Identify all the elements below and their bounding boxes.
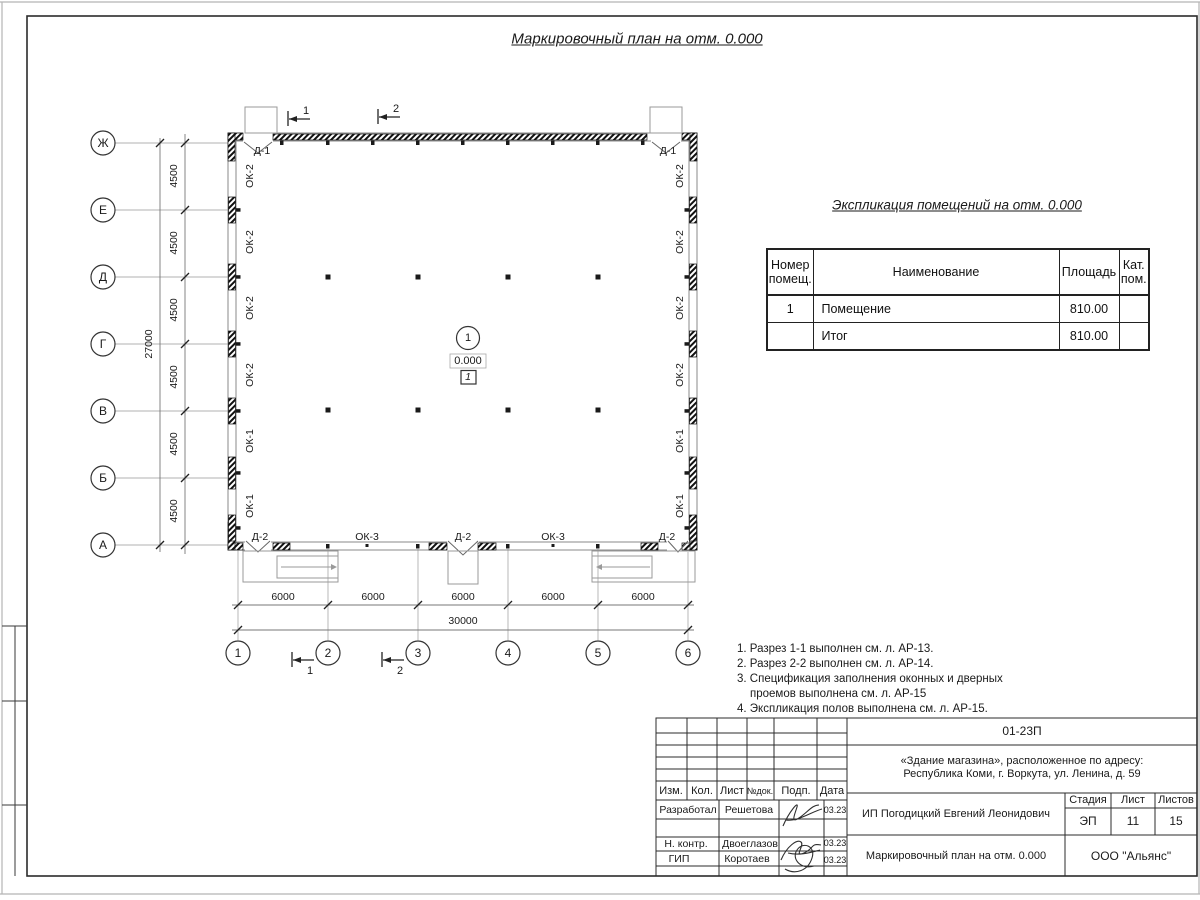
room-name-cell: Помещение bbox=[813, 295, 1059, 323]
room-area-cell: 810.00 bbox=[1059, 323, 1119, 351]
table-row bbox=[767, 295, 1149, 323]
window-label: ОК-1 bbox=[244, 494, 256, 518]
axis-col-label: 2 bbox=[324, 646, 332, 660]
object-address-line1: «Здание магазина», расположенное по адресу: bbox=[900, 755, 1144, 767]
role-date: 03.23 bbox=[823, 838, 847, 848]
axis-row-label: Е bbox=[98, 203, 108, 217]
role-label: Н. контр. bbox=[664, 838, 708, 850]
section-label: 2 bbox=[392, 103, 400, 115]
window-label: ОК-2 bbox=[674, 164, 686, 188]
room-number-cell bbox=[767, 323, 813, 351]
room-area-cell: 810.00 bbox=[1059, 295, 1119, 323]
window-label: ОК-2 bbox=[244, 164, 256, 188]
axis-col-label: 4 bbox=[504, 646, 512, 660]
sheets-total: 15 bbox=[1169, 814, 1183, 828]
role-name: Решетова bbox=[724, 804, 774, 816]
door-label: Д-2 bbox=[658, 531, 676, 543]
axis-row-label: Д bbox=[98, 270, 108, 284]
window-label: ОК-3 bbox=[355, 531, 379, 543]
window-label: ОК-2 bbox=[244, 230, 256, 254]
schedule-col-area: Площадь bbox=[1059, 249, 1119, 295]
window-label: ОК-2 bbox=[674, 296, 686, 320]
room-number: 1 bbox=[464, 332, 472, 344]
axis-col-label: 1 bbox=[234, 646, 242, 660]
dim-label: 6000 bbox=[541, 591, 565, 603]
section-marks bbox=[288, 109, 404, 667]
floor-type-label: 1 bbox=[465, 371, 471, 383]
stage-value: ЭП bbox=[1079, 814, 1097, 828]
notes-block bbox=[737, 642, 1003, 717]
client-name: ИП Погодицкий Евгений Леонидович bbox=[862, 808, 1050, 820]
dim-total-label: 27000 bbox=[143, 329, 155, 359]
window-label: ОК-2 bbox=[674, 363, 686, 387]
sheet-number: 11 bbox=[1126, 814, 1140, 828]
dim-label: 6000 bbox=[361, 591, 385, 603]
schedule-col-number: Номер помещ. bbox=[767, 249, 813, 295]
margin-stamp bbox=[2, 626, 27, 876]
dim-label: 4500 bbox=[168, 432, 180, 456]
axis-row-label: А bbox=[98, 538, 108, 552]
col-podp-label: Подп. bbox=[781, 785, 811, 797]
room-name-cell: Итог bbox=[813, 323, 1059, 351]
axis-col-label: 5 bbox=[594, 646, 602, 660]
role-label: Разработал bbox=[659, 804, 717, 816]
frame bbox=[27, 16, 1197, 876]
col-kol-label: Кол. bbox=[691, 785, 713, 797]
room-number-cell: 1 bbox=[767, 295, 813, 323]
room-schedule-table bbox=[766, 248, 1150, 351]
axis-col-label: 3 bbox=[414, 646, 422, 660]
axis-col-label: 6 bbox=[684, 646, 692, 660]
window-label: ОК-1 bbox=[674, 429, 686, 453]
col-list-label: Лист bbox=[720, 785, 744, 797]
signatures bbox=[781, 805, 822, 872]
doc-number: 01-23П bbox=[1002, 724, 1042, 738]
role-name: Коротаев bbox=[724, 853, 770, 865]
col-izm-label: Изм. bbox=[659, 785, 683, 797]
room-cat-cell bbox=[1119, 295, 1149, 323]
sheet-title: Маркировочный план на отм. 0.000 bbox=[865, 850, 1047, 862]
role-label: ГИП bbox=[668, 853, 690, 865]
dim-label: 4500 bbox=[168, 365, 180, 389]
door-label: Д-2 bbox=[454, 531, 472, 543]
schedule-col-cat: Кат. пом. bbox=[1119, 249, 1149, 295]
door-label: Д-1 bbox=[253, 145, 271, 157]
axis-row-label: Г bbox=[99, 337, 107, 351]
page-title: Маркировочный план на отм. 0.000 bbox=[511, 30, 763, 48]
schedule-title: Экспликация помещений на отм. 0.000 bbox=[832, 197, 1082, 213]
window-label: ОК-2 bbox=[674, 230, 686, 254]
axis-circles bbox=[91, 131, 700, 665]
note-line: 2. Разрез 2-2 выполнен см. л. АР-14. bbox=[737, 658, 934, 670]
stage-label: Стадия bbox=[1069, 794, 1107, 806]
note-line: проемов выполнена см. л. АР-15 bbox=[750, 688, 927, 700]
dim-label: 6000 bbox=[451, 591, 475, 603]
note-line: 4. Экспликация полов выполнена см. л. АР-15. bbox=[737, 703, 988, 715]
dim-label: 4500 bbox=[168, 164, 180, 188]
col-ndoc-label: №док. bbox=[746, 786, 774, 796]
window-label: ОК-3 bbox=[541, 531, 565, 543]
section-label: 1 bbox=[306, 665, 314, 677]
role-date: 03.23 bbox=[823, 855, 847, 865]
axis-row-label: Б bbox=[99, 471, 107, 485]
sheet-label: Лист bbox=[1121, 794, 1145, 806]
schedule-col-name: Наименование bbox=[813, 249, 1059, 295]
note-line: 3. Спецификация заполнения оконных и дверных bbox=[737, 673, 1003, 685]
axis-row-label: Ж bbox=[97, 136, 109, 150]
dim-label: 6000 bbox=[271, 591, 295, 603]
door-label: Д-2 bbox=[251, 531, 269, 543]
room-cat-cell bbox=[1119, 323, 1149, 351]
note-line: 1. Разрез 1-1 выполнен см. л. АР-13. bbox=[737, 643, 934, 655]
company-name: ООО "Альянс" bbox=[1090, 849, 1172, 863]
axis-row-label: В bbox=[98, 404, 108, 418]
dim-label: 4500 bbox=[168, 231, 180, 255]
dim-label: 4500 bbox=[168, 298, 180, 322]
role-date: 03.23 bbox=[823, 805, 847, 815]
section-label: 2 bbox=[396, 665, 404, 677]
dim-label: 6000 bbox=[631, 591, 655, 603]
elevation-label: 0.000 bbox=[454, 355, 482, 367]
dim-total-label: 30000 bbox=[448, 615, 478, 627]
dim-label: 4500 bbox=[168, 499, 180, 523]
sheets-label: Листов bbox=[1158, 794, 1194, 806]
section-label: 1 bbox=[302, 105, 310, 117]
object-address-line2: Республика Коми, г. Воркута, ул. Ленина, д. 59 bbox=[903, 768, 1141, 780]
window-label: ОК-1 bbox=[674, 494, 686, 518]
col-data-label: Дата bbox=[819, 785, 845, 797]
window-label: ОК-2 bbox=[244, 296, 256, 320]
table-row bbox=[767, 323, 1149, 351]
window-label: ОК-2 bbox=[244, 363, 256, 387]
door-label: Д-1 bbox=[659, 145, 677, 157]
window-label: ОК-1 bbox=[244, 429, 256, 453]
role-name: Двоеглазов bbox=[722, 838, 778, 850]
